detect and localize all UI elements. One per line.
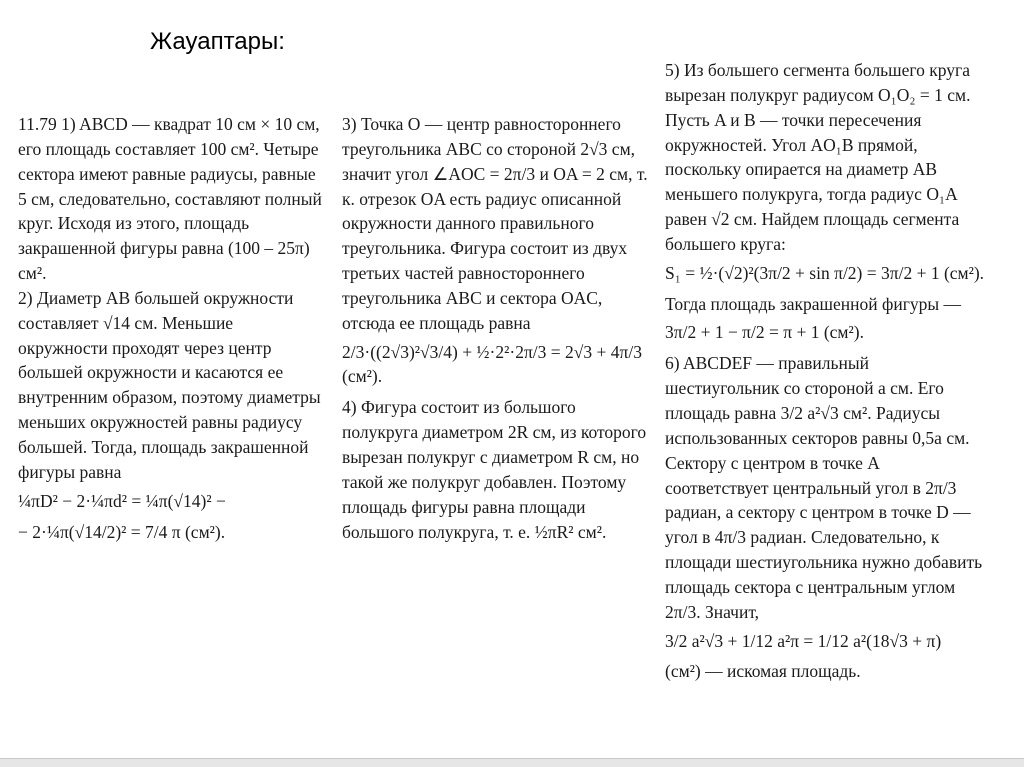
solution-6-conclusion: (см²) — искомая площадь. — [665, 661, 861, 682]
solution-4-text: 4) Фигура состоит из большого полукруга диаметром 2R см, из которого вырезан полукруг с диаметром R см, но такой же полукруг добавлен. Поэтому площадь фигуры равна площади большого полукруга, т. е. ½πR² см². — [342, 397, 647, 542]
solution-3-text: 3) Точка O — центр равностороннего треугольника ABC со стороной 2√3 см, значит угол ∠AOC = 2π/3 и OA = 2 см, т. к. отрезок OA есть радиус описанной окружности данного правильного треугольника. Фигура состоит из двух третьих частей равностороннего треугольника ABC и сектора OAC, отсюда ее площадь равна — [342, 114, 648, 333]
formula-5b: 3π/2 + 1 − π/2 = π + 1 (см²). — [665, 322, 864, 343]
solution-1-text: 11.79 1) ABCD — квадрат 10 см × 10 см, его площадь составляет 100 см². Четыре сектора имеют равные радиусы, равные 5 см, следовательно, составляют полный круг. Исходя из этого, площадь закрашенной фигуры равна (100 – 25π) см². — [18, 114, 322, 284]
solution-5-conclusion: Тогда площадь закрашенной фигуры — — [665, 293, 962, 314]
formula-5: S₁ = ½·(√2)²(3π/2 + sin π/2) = 3π/2 + 1 (см²). — [665, 262, 985, 283]
formula-2b: − 2·¼π(√14/2)² = 7/4 π (см²). — [18, 521, 226, 542]
formula-3: 2/3·((2√3)²√3/4) + ½·2²·2π/3 = 2√3 + 4π/3 (см²). — [342, 341, 642, 387]
solution-5-text: 5) Из большего сегмента большего круга вырезан полукруг радиусом O₁O₂ = 1 см. Пусть A и B — точки пересечения окружностей. Угол AO₁B прямой, поскольку опирается на диаметр AB меньшего полукруга, тогда радиус O₁A равен √2 см. Найдем площадь сегмента большего круга: — [665, 60, 971, 254]
formula-6: 3/2 a²√3 + 1/12 a²π = 1/12 a²(18√3 + π) — [665, 630, 942, 651]
solution-column-1 — [18, 112, 323, 550]
formula-2a: ¼πD² − 2·¼πd² = ¼π(√14)² − — [18, 490, 226, 511]
solution-2-text: 2) Диаметр AB большей окружности составляет √14 см. Меньшие окружности проходят через центр большей окружности и касаются ее внутренним образом, поэтому диаметры меньших окружностей равны радиусу большей. Тогда, площадь закрашенной фигуры равна — [18, 287, 321, 482]
slide-title: Жауаптары: — [150, 28, 285, 55]
solution-6-text: 6) ABCDEF — правильный шестиугольник со стороной a см. Его площадь равна 3/2 a²√3 см². Радиусы использованных секторов равны 0,5a см. Сектору с центром в точке A соответствует центральный угол в 2π/3 радиан, а сектору с центром в точке D — угол в 4π/3 радиан. Следовательно, к площади шестиугольника нужно добавить площадь сектора с центральным углом 2π/3. Значит, — [665, 353, 983, 622]
solution-column-3 — [665, 58, 985, 684]
solution-column-2 — [342, 112, 652, 544]
bottom-rule — [0, 758, 1024, 767]
